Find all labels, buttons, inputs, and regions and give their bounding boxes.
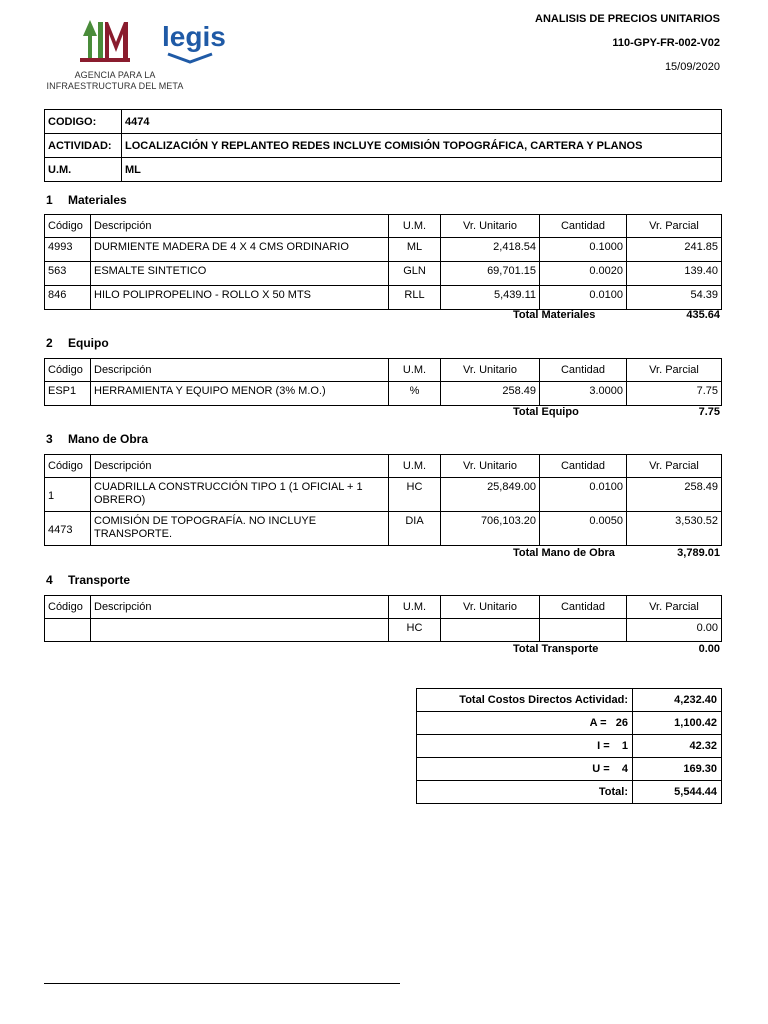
table-row: 563 ESMALTE SINTETICO GLN 69,701.15 0.0020 139.40: [45, 262, 722, 286]
codigo-label: CODIGO:: [45, 110, 122, 134]
summary-table: [416, 688, 722, 804]
table-row: HC 0.00: [45, 619, 722, 642]
um-label: U.M.: [45, 158, 122, 182]
actividad-value: LOCALIZACIÓN Y REPLANTEO REDES INCLUYE COMISIÓN TOPOGRÁFICA, CARTERA Y PLANOS: [122, 134, 722, 158]
transporte-table: [44, 595, 722, 642]
materiales-table: [44, 214, 722, 310]
document-title: ANALISIS DE PRECIOS UNITARIOS: [535, 13, 720, 25]
legis-text: legis: [162, 21, 226, 52]
document-header: [535, 12, 720, 84]
section-materiales-title: 1 Materiales: [46, 193, 127, 207]
actividad-label: ACTIVIDAD:: [45, 134, 122, 158]
table-header-row: Código Descripción U.M. Vr. Unitario Cantidad Vr. Parcial: [45, 359, 722, 382]
info-table: [44, 109, 722, 182]
table-header-row: Código Descripción U.M. Vr. Unitario Cantidad Vr. Parcial: [45, 215, 722, 238]
aim-legis-logo: [50, 14, 250, 74]
table-row: 1 CUADRILLA CONSTRUCCIÓN TIPO 1 (1 OFICIAL + 1 OBRERO) HC 25,849.00 0.0100 258.49: [45, 478, 722, 512]
table-row: ESP1 HERRAMIENTA Y EQUIPO MENOR (3% M.O.) % 258.49 3.0000 7.75: [45, 382, 722, 406]
section-transporte-title: 4 Transporte: [46, 573, 131, 587]
mano-obra-table: [44, 454, 722, 546]
signature-line: [44, 983, 400, 984]
codigo-value: 4474: [122, 110, 722, 134]
equipo-table: [44, 358, 722, 406]
summary-row: U = 4 169.30: [417, 758, 722, 781]
summary-row: I = 1 42.32: [417, 735, 722, 758]
table-row: 4993 DURMIENTE MADERA DE 4 X 4 CMS ORDINARIO ML 2,418.54 0.1000 241.85: [45, 238, 722, 262]
summary-row: A = 26 1,100.42: [417, 712, 722, 735]
document-code: 110-GPY-FR-002-V02: [612, 37, 720, 49]
agency-name: AGENCIA PARA LA INFRAESTRUCTURA DEL META: [46, 70, 184, 91]
section-equipo-title: 2 Equipo: [46, 336, 109, 350]
table-header-row: Código Descripción U.M. Vr. Unitario Cantidad Vr. Parcial: [45, 596, 722, 619]
section-mano-obra-title: 3 Mano de Obra: [46, 432, 149, 446]
summary-row: Total: 5,544.44: [417, 781, 722, 804]
um-value: ML: [122, 158, 722, 182]
document-date: 15/09/2020: [664, 61, 720, 73]
table-header-row: Código Descripción U.M. Vr. Unitario Cantidad Vr. Parcial: [45, 455, 722, 478]
table-row: 4473 COMISIÓN DE TOPOGRAFÍA. NO INCLUYE TRANSPORTE. DIA 706,103.20 0.0050 3,530.52: [45, 512, 722, 546]
table-row: 846 HILO POLIPROPELINO - ROLLO X 50 MTS RLL 5,439.11 0.0100 54.39: [45, 286, 722, 310]
summary-row: Total Costos Directos Actividad: 4,232.40: [417, 689, 722, 712]
